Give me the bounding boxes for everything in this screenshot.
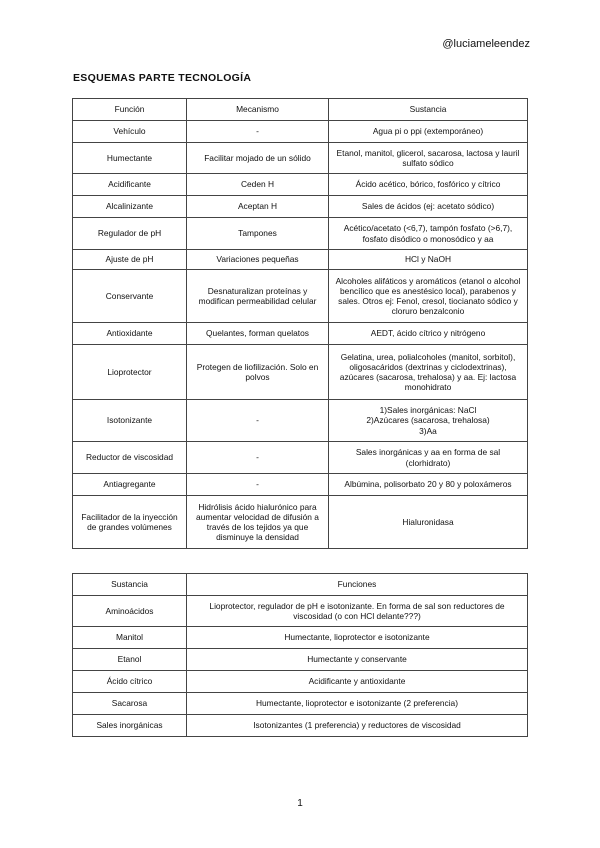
table-row bbox=[73, 596, 528, 627]
cell-mecanismo: - bbox=[187, 121, 329, 143]
cell-funcion: Ajuste de pH bbox=[73, 250, 187, 270]
cell-sustancia: Acético/acetato (<6,7), tampón fosfato (>6,7), fosfato disódico o monosódico y aa bbox=[329, 218, 528, 250]
cell-funcion: Isotonizante bbox=[73, 400, 187, 442]
cell-funcion: Vehículo bbox=[73, 121, 187, 143]
page-number: 1 bbox=[297, 798, 303, 809]
table-row bbox=[73, 693, 528, 715]
cell-funcion: Antioxidante bbox=[73, 323, 187, 345]
cell-funcion: Reductor de viscosidad bbox=[73, 442, 187, 474]
table-header-row bbox=[73, 574, 528, 596]
cell-sustancia: Gelatina, urea, polialcoholes (manitol, sorbitol), oligosacáridos (dextrinas y ciclodextrinas), azúcares (sacarosa, trehalosa) y aa. Ej: lactosa monohidrato bbox=[329, 345, 528, 400]
cell-sustancia: Ácido acético, bórico, fosfórico y cítrico bbox=[329, 174, 528, 196]
cell-funcion: Regulador de pH bbox=[73, 218, 187, 250]
cell-sustancia: Hialuronidasa bbox=[329, 496, 528, 549]
cell-sustancia: Manitol bbox=[73, 627, 187, 649]
table-row bbox=[73, 345, 528, 400]
cell-funciones: Lioprotector, regulador de pH e isotonizante. En forma de sal son reductores de viscosidad (o con HCl delante???) bbox=[187, 596, 528, 627]
cell-sustancia: 1)Sales inorgánicas: NaCl 2)Azúcares (sacarosa, trehalosa) 3)Aa bbox=[329, 400, 528, 442]
cell-sustancia: Sales inorgánicas y aa en forma de sal (clorhidrato) bbox=[329, 442, 528, 474]
cell-sustancia: Sacarosa bbox=[73, 693, 187, 715]
cell-mecanismo: Desnaturalizan proteínas y modifican permeabilidad celular bbox=[187, 270, 329, 323]
cell-funciones: Humectante, lioprotector e isotonizante (2 preferencia) bbox=[187, 693, 528, 715]
cell-sustancia: Sales inorgánicas bbox=[73, 715, 187, 737]
column-header: Mecanismo bbox=[187, 99, 329, 121]
table-row bbox=[73, 121, 528, 143]
table-row bbox=[73, 649, 528, 671]
cell-sustancia: Agua pi o ppi (extemporáneo) bbox=[329, 121, 528, 143]
cell-funcion: Lioprotector bbox=[73, 345, 187, 400]
table-row bbox=[73, 270, 528, 323]
cell-mecanismo: - bbox=[187, 442, 329, 474]
cell-sustancia: Aminoácidos bbox=[73, 596, 187, 627]
table-row bbox=[73, 715, 528, 737]
cell-funciones: Isotonizantes (1 preferencia) y reductores de viscosidad bbox=[187, 715, 528, 737]
cell-funciones: Humectante y conservante bbox=[187, 649, 528, 671]
cell-mecanismo: Hidrólisis ácido hialurónico para aumentar velocidad de difusión a través de los tejidos ya que disminuye la densidad bbox=[187, 496, 329, 549]
cell-mecanismo: Ceden H bbox=[187, 174, 329, 196]
cell-sustancia: Albúmina, polisorbato 20 y 80 y poloxámeros bbox=[329, 474, 528, 496]
cell-mecanismo: - bbox=[187, 400, 329, 442]
cell-funcion: Acidificante bbox=[73, 174, 187, 196]
table-row bbox=[73, 218, 528, 250]
table-row bbox=[73, 671, 528, 693]
table-row bbox=[73, 496, 528, 549]
cell-funcion: Humectante bbox=[73, 143, 187, 174]
cell-mecanismo: Facilitar mojado de un sólido bbox=[187, 143, 329, 174]
table-row bbox=[73, 250, 528, 270]
cell-sustancia: Ácido cítrico bbox=[73, 671, 187, 693]
cell-funcion: Alcalinizante bbox=[73, 196, 187, 218]
cell-mecanismo: Aceptan H bbox=[187, 196, 329, 218]
cell-sustancia: Sales de ácidos (ej: acetato sódico) bbox=[329, 196, 528, 218]
substances-table bbox=[72, 573, 528, 737]
column-header: Sustancia bbox=[329, 99, 528, 121]
cell-mecanismo: Protegen de liofilización. Solo en polvos bbox=[187, 345, 329, 400]
cell-funcion: Antiagregante bbox=[73, 474, 187, 496]
table-row bbox=[73, 474, 528, 496]
cell-funciones: Humectante, lioprotector e isotonizante bbox=[187, 627, 528, 649]
cell-mecanismo: - bbox=[187, 474, 329, 496]
table-row bbox=[73, 400, 528, 442]
page-title: ESQUEMAS PARTE TECNOLOGÍA bbox=[73, 72, 252, 84]
excipients-table bbox=[72, 98, 528, 549]
cell-funcion: Conservante bbox=[73, 270, 187, 323]
cell-sustancia: Etanol, manitol, glicerol, sacarosa, lactosa y lauril sulfato sódico bbox=[329, 143, 528, 174]
author-handle: @luciameleendez bbox=[442, 38, 530, 50]
column-header: Función bbox=[73, 99, 187, 121]
table-row bbox=[73, 196, 528, 218]
column-header: Sustancia bbox=[73, 574, 187, 596]
cell-mecanismo: Tampones bbox=[187, 218, 329, 250]
table-header-row bbox=[73, 99, 528, 121]
table-row bbox=[73, 323, 528, 345]
cell-funcion: Facilitador de la inyección de grandes volúmenes bbox=[73, 496, 187, 549]
cell-sustancia: AEDT, ácido cítrico y nitrógeno bbox=[329, 323, 528, 345]
table-row bbox=[73, 442, 528, 474]
column-header: Funciones bbox=[187, 574, 528, 596]
table-row bbox=[73, 143, 528, 174]
cell-mecanismo: Quelantes, forman quelatos bbox=[187, 323, 329, 345]
cell-sustancia: HCl y NaOH bbox=[329, 250, 528, 270]
table-row bbox=[73, 174, 528, 196]
table-row bbox=[73, 627, 528, 649]
cell-sustancia: Etanol bbox=[73, 649, 187, 671]
cell-mecanismo: Variaciones pequeñas bbox=[187, 250, 329, 270]
cell-sustancia: Alcoholes alifáticos y aromáticos (etanol o alcohol bencílico que es anestésico local), parabenos y sales. Otros ej: Fenol, cresol, tiocianato sódico y cloruro benzalconio bbox=[329, 270, 528, 323]
cell-funciones: Acidificante y antioxidante bbox=[187, 671, 528, 693]
